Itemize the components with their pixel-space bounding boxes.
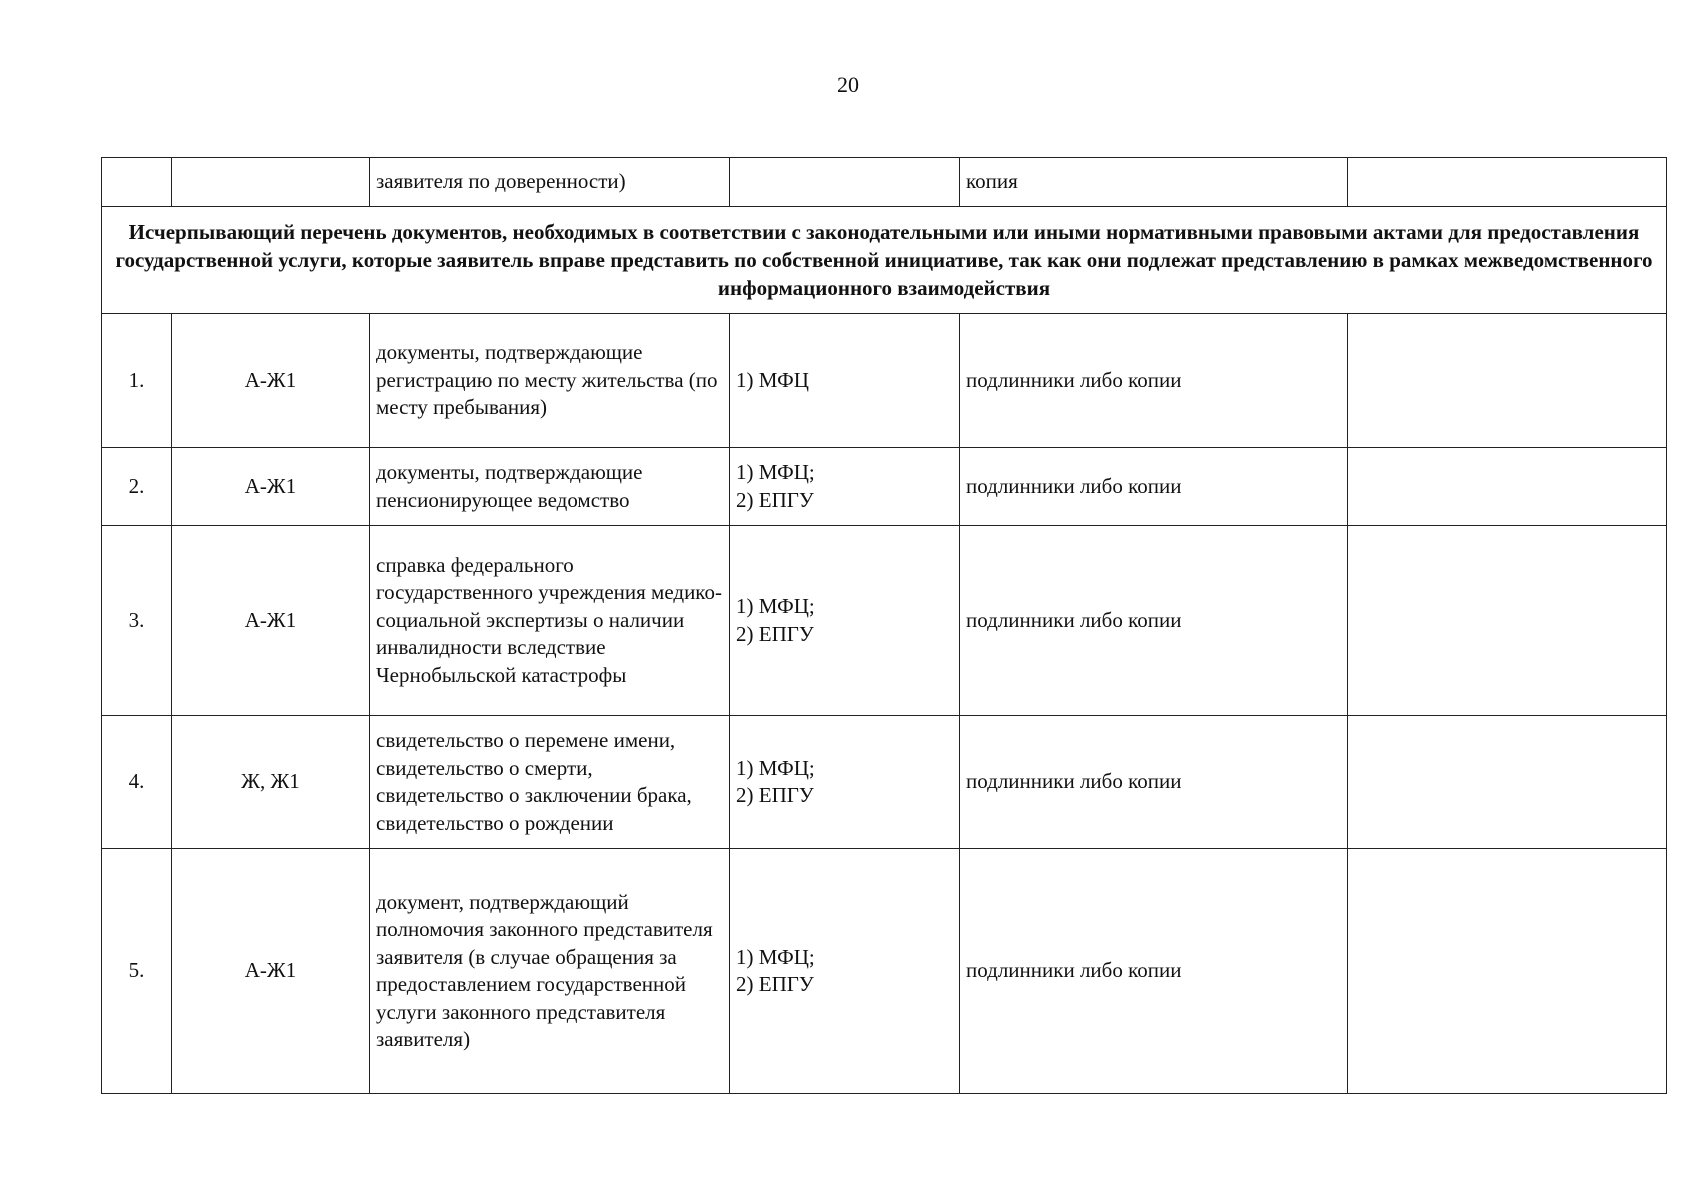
cell-category [172,158,370,207]
table-row [102,526,1667,716]
cell-extra [1348,448,1667,526]
cell-extra [1348,158,1667,207]
cell-form: подлинники либо копии [960,716,1348,849]
cell-extra [1348,526,1667,716]
cell-num: 1. [102,314,172,448]
section-heading: Исчерпывающий перечень документов, необходимых в соответствии с законодательными или иными нормативными правовыми актами для предоставления государственной услуги, которые заявитель вправе представить по собственной инициативе, так как они подлежат представлению в рамках межведомственного информационного взаимодействия [102,207,1667,314]
cell-category: Ж, Ж1 [172,716,370,849]
table-row [102,849,1667,1094]
cell-num: 4. [102,716,172,849]
cell-category: А-Ж1 [172,526,370,716]
cell-document: справка федерального государственного учреждения медико-социальной экспертизы о наличии инвалидности вследствие Чернобыльской катастрофы [370,526,730,716]
cell-source: 1) МФЦ [730,314,960,448]
cell-extra [1348,314,1667,448]
cell-category: А-Ж1 [172,849,370,1094]
cell-form: подлинники либо копии [960,849,1348,1094]
cell-source: 1) МФЦ; 2) ЕПГУ [730,849,960,1094]
table-row [102,314,1667,448]
documents-table [101,157,1667,1094]
cell-source: 1) МФЦ; 2) ЕПГУ [730,448,960,526]
cell-source: 1) МФЦ; 2) ЕПГУ [730,716,960,849]
table-section-heading-row [102,207,1667,314]
cell-source: 1) МФЦ; 2) ЕПГУ [730,526,960,716]
cell-num: 5. [102,849,172,1094]
cell-form: подлинники либо копии [960,314,1348,448]
cell-num: 3. [102,526,172,716]
cell-form: копия [960,158,1348,207]
cell-document: заявителя по доверенности) [370,158,730,207]
cell-num: 2. [102,448,172,526]
cell-extra [1348,716,1667,849]
cell-form: подлинники либо копии [960,448,1348,526]
cell-extra [1348,849,1667,1094]
cell-document: свидетельство о перемене имени, свидетельство о смерти, свидетельство о заключении брака, свидетельство о рождении [370,716,730,849]
page-number: 20 [837,72,859,97]
cell-source [730,158,960,207]
cell-form: подлинники либо копии [960,526,1348,716]
table-row-continuation [102,158,1667,207]
cell-category: А-Ж1 [172,314,370,448]
table-row [102,448,1667,526]
cell-document: документы, подтверждающие пенсионирующее ведомство [370,448,730,526]
cell-num [102,158,172,207]
table-row [102,716,1667,849]
cell-document: документ, подтверждающий полномочия законного представителя заявителя (в случае обращения за предоставлением государственной услуги законного представителя заявителя) [370,849,730,1094]
cell-document: документы, подтверждающие регистрацию по месту жительства (по месту пребывания) [370,314,730,448]
cell-category: А-Ж1 [172,448,370,526]
